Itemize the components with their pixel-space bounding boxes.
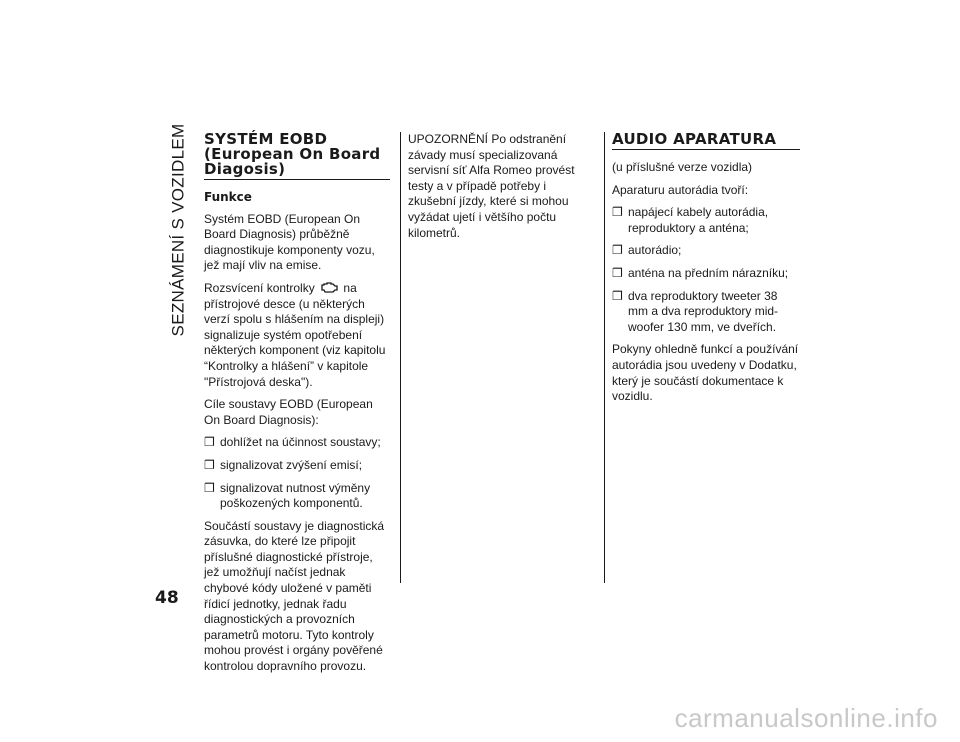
version-note: (u příslušné verze vozidla) — [612, 160, 753, 174]
column-divider — [400, 132, 401, 583]
column-divider — [604, 132, 605, 583]
list-item: ❒ dva reproduktory tweeter 38 mm a dva reproduktory mid-woofer 130 mm, ve dveřích. — [612, 288, 779, 334]
checkbox-bullet-icon: ❒ — [204, 457, 215, 472]
checkbox-bullet-icon: ❒ — [612, 288, 623, 303]
audio-heading: AUDIO APARATURA — [612, 132, 800, 150]
eobd-heading: SYSTÉM EOBD (European On Board Diagosis) — [204, 132, 390, 180]
engine-check-icon — [320, 281, 338, 293]
checkbox-bullet-icon: ❒ — [612, 205, 623, 220]
page-number: 48 — [155, 588, 179, 608]
eobd-goals-intro: Cíle soustavy EOBD (European On Board Diagnosis): — [204, 397, 373, 427]
eobd-paragraph: Systém EOBD (European On Board Diagnosis) průběžně diagnostikuje komponenty vozu, jež mají vliv na emise. — [204, 211, 375, 273]
column-audio — [612, 132, 800, 412]
checkbox-bullet-icon: ❒ — [204, 435, 215, 450]
warning-light-paragraph: Rozsvícení kontrolky na přístrojové desce (u některých verzí spolu s hlášením na displeji) signalizuje systém opotřebení některých komponent (viz kapitolu “Kontrolky a hlášení” v kapitole "Přístrojová deska"). — [204, 280, 386, 389]
list-item: ❒ signalizovat zvýšení emisí; — [204, 457, 363, 472]
section-side-title — [166, 123, 190, 337]
audio-intro: Aparaturu autorádia tvoří: — [612, 182, 749, 197]
side-title-text: SEZNÁMENÍ S VOZIDLEM — [168, 123, 187, 337]
watermark: carmanualsonline.info — [674, 703, 938, 733]
list-item: ❒ signalizovat nutnost výměny poškozených komponentů. — [204, 480, 371, 511]
funkce-subheading: Funkce — [204, 190, 252, 204]
checkbox-bullet-icon: ❒ — [612, 265, 623, 280]
audio-instructions-paragraph: Pokyny ohledně funkcí a používání autorádia jsou uvedeny v Dodatku, který je součástí dokumentace k vozidlu. — [612, 342, 799, 404]
column-warning — [408, 132, 596, 248]
list-item: ❒ anténa na předním nárazníku; — [612, 265, 789, 280]
checkbox-bullet-icon: ❒ — [204, 480, 215, 495]
list-item: ❒ autorádio; — [612, 243, 682, 258]
list-item: ❒ dohlížet na účinnost soustavy; — [204, 435, 381, 450]
list-item: ❒ napájecí kabely autorádia, reproduktory a anténa; — [612, 205, 769, 235]
diagnostic-socket-paragraph: Součástí soustavy je diagnostická zásuvka, do které lze připojit příslušné diagnostické přístroje, jež umožňují načíst jednak chybové kódy uložené v paměti řídicí jednotky, jednak řadu diagnostických a provozních parametrů motoru. Tyto kontroly mohou provést i orgány pověřené kontrolou dopravního provozu. — [204, 518, 385, 674]
column-eobd — [204, 132, 390, 682]
checkbox-bullet-icon: ❒ — [612, 243, 623, 258]
warning-paragraph: UPOZORNĚNÍ Po odstranění závady musí specializovaná servisní síť Alfa Romeo provést testy a v případě potřeby i zkušební jízdy, které si mohou vyžádat ujetí i většího počtu kilometrů. — [408, 132, 575, 240]
